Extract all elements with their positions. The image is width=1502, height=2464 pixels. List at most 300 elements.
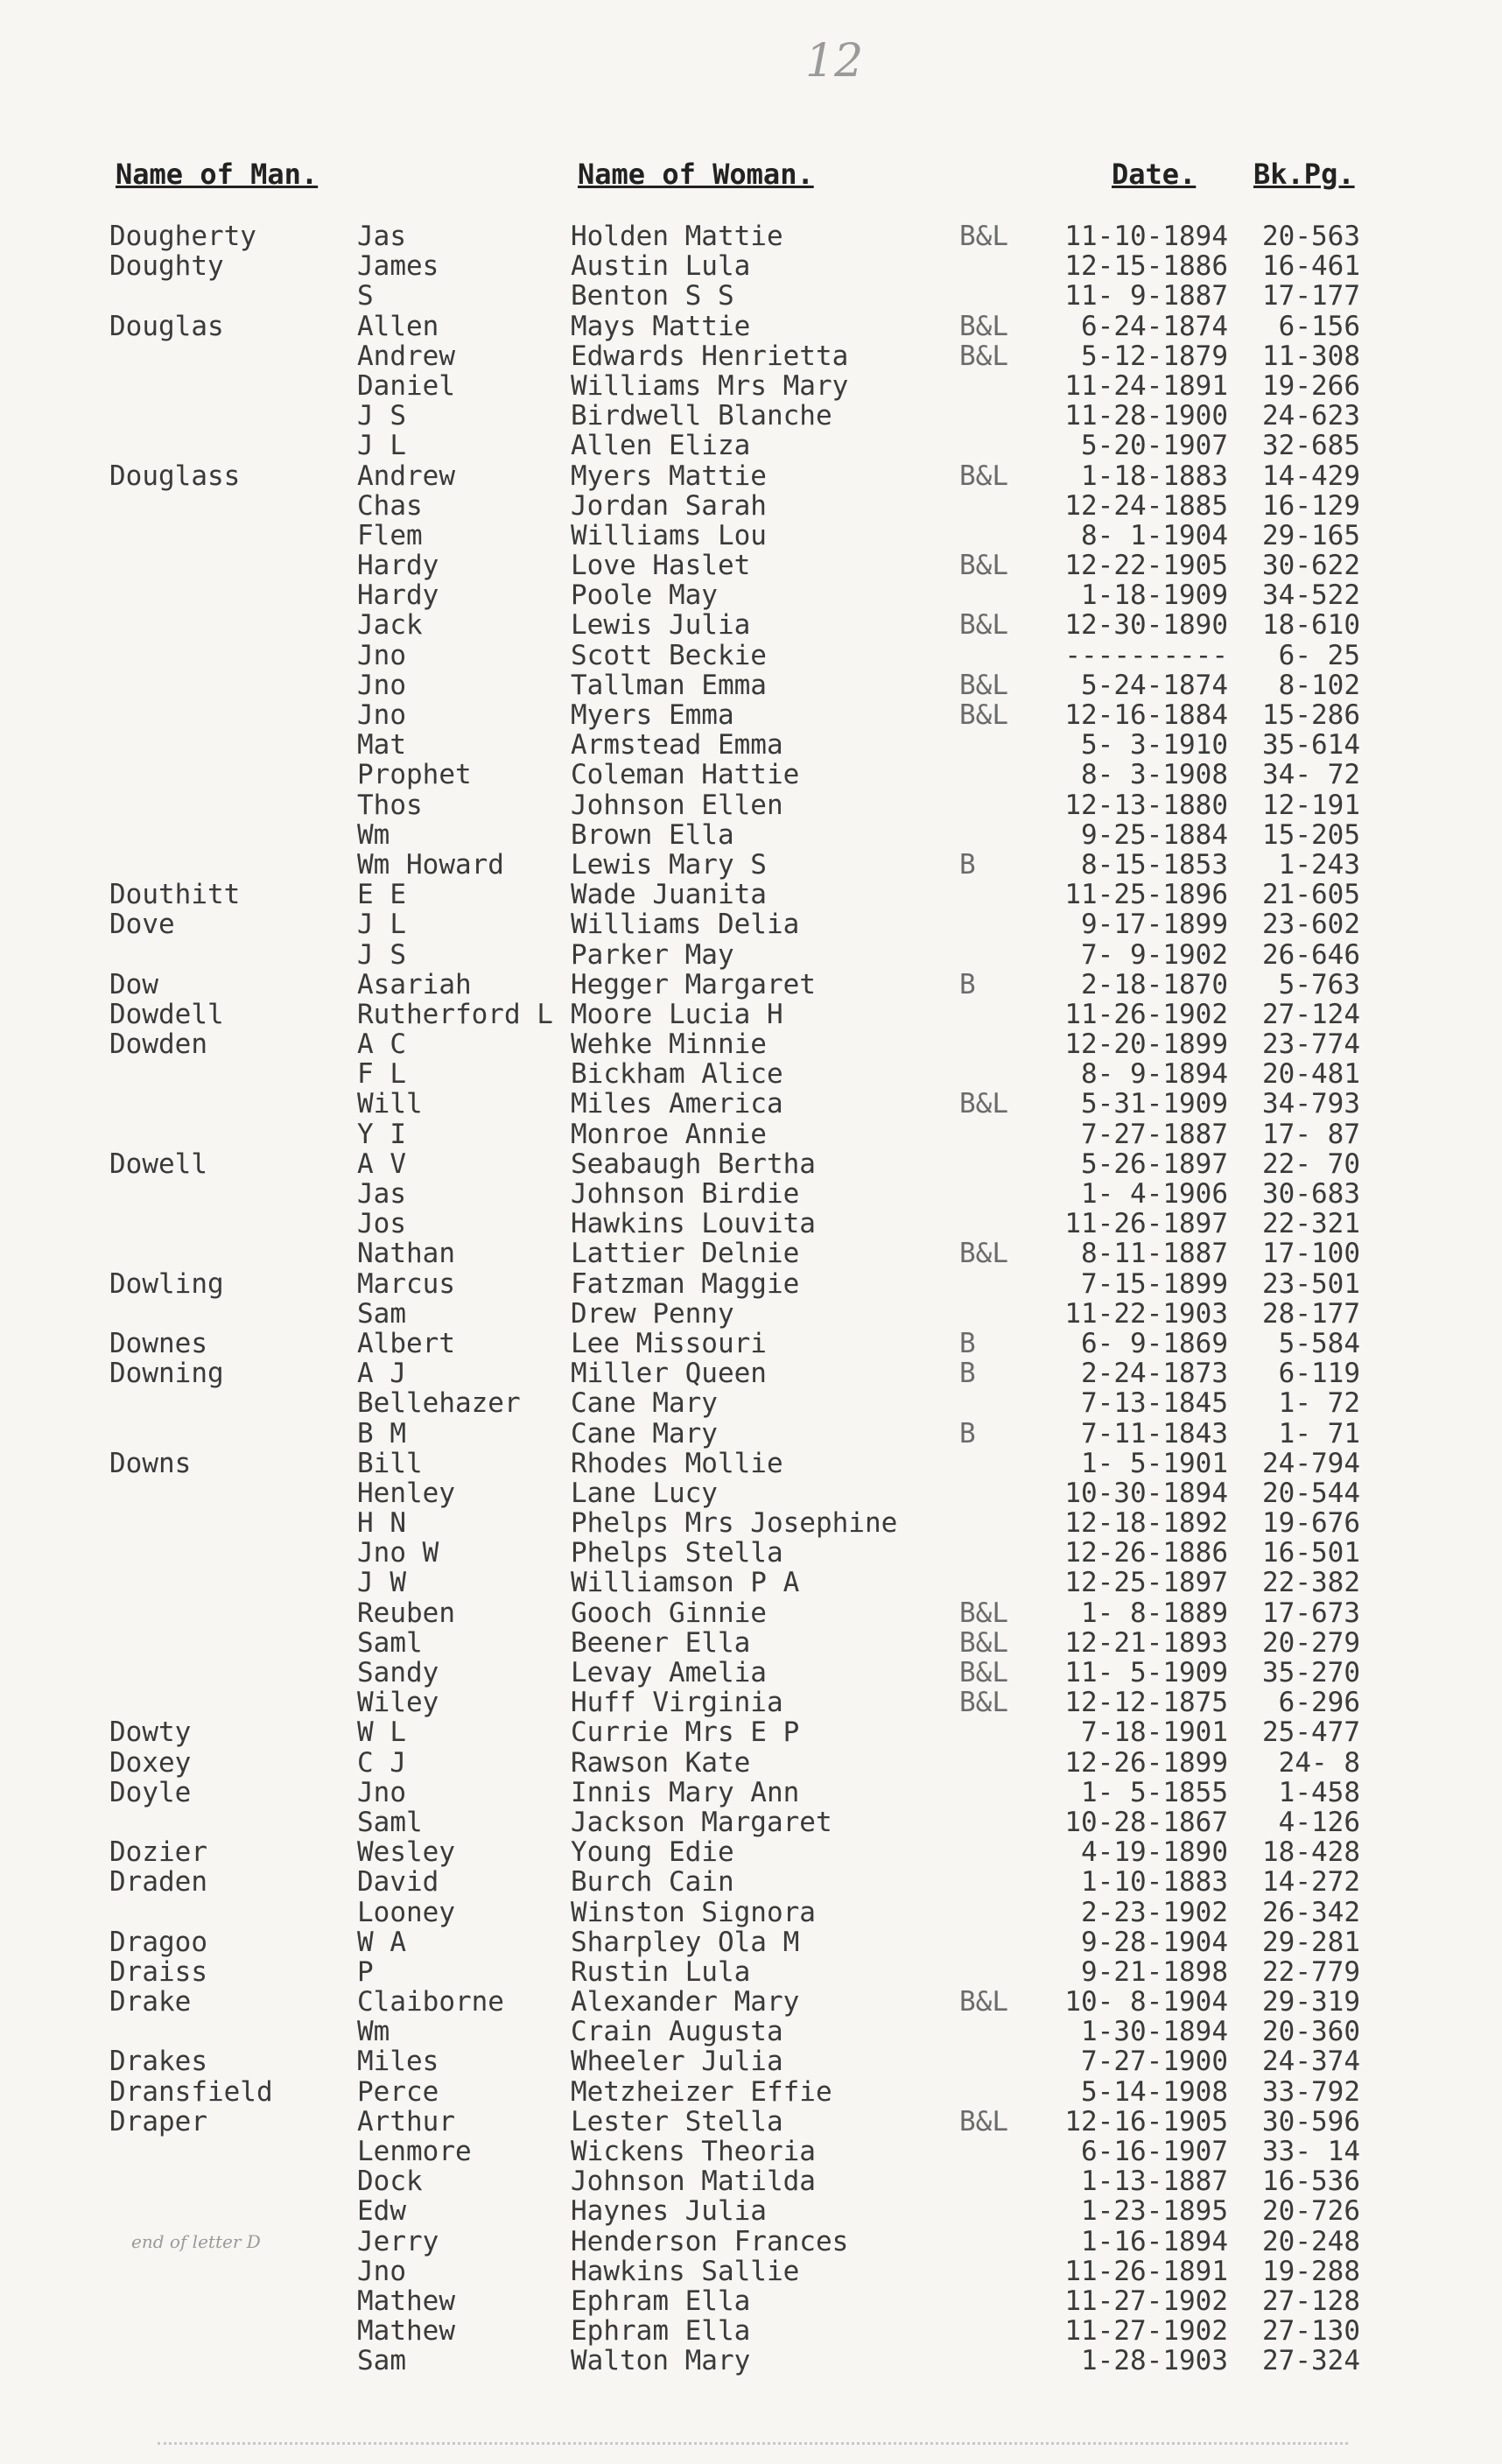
bride-name: Beener Ella (571, 1626, 751, 1659)
marriage-date: 12-16-1884 (1064, 699, 1228, 731)
bride-name: Williams Mrs Mary (571, 369, 849, 402)
record-row (0, 521, 1502, 551)
record-row (0, 1778, 1502, 1808)
groom-given-name: H N (357, 1507, 406, 1540)
bride-name: Hawkins Sallie (571, 2255, 800, 2287)
groom-given-name: Sam (357, 2345, 406, 2377)
groom-given-name: Jno (357, 2255, 406, 2287)
record-row (0, 1089, 1502, 1119)
groom-given-name: Arthur (357, 2105, 455, 2138)
marriage-date: 12-22-1905 (1064, 550, 1228, 582)
record-code: B (959, 968, 976, 1000)
record-row (0, 940, 1502, 970)
marriage-date: 1-13-1887 (1081, 2166, 1228, 2198)
record-row (0, 431, 1502, 460)
record-row (0, 760, 1502, 790)
record-row (0, 2346, 1502, 2376)
book-page: 19-266 (1262, 369, 1360, 402)
marriage-date: 10-28-1867 (1064, 1806, 1228, 1838)
record-row (0, 2137, 1502, 2166)
bride-name: Cane Mary (571, 1387, 718, 1420)
book-page: 24- 8 (1278, 1746, 1360, 1779)
groom-given-name: Wiley (357, 1687, 439, 1719)
record-row (0, 850, 1502, 880)
groom-given-name: Lenmore (357, 2136, 472, 2167)
book-page: 35-614 (1262, 729, 1360, 762)
header-book-page: Bk.Pg. (1253, 158, 1355, 191)
book-page: 16-129 (1262, 489, 1360, 522)
record-row (0, 641, 1502, 670)
groom-given-name: Dock (357, 2166, 423, 2198)
bride-name: Henderson Frances (571, 2225, 849, 2257)
groom-given-name: Jos (357, 1208, 406, 1240)
groom-given-name: Will (357, 1088, 423, 1120)
bride-name: Gooch Ginnie (571, 1597, 767, 1629)
record-row (0, 1927, 1502, 1957)
bride-name: Parker May (571, 938, 734, 971)
marriage-date: 1-23-1895 (1081, 2195, 1228, 2228)
marriage-date: 11-26-1891 (1064, 2255, 1228, 2287)
book-page: 17- 87 (1262, 1118, 1360, 1150)
bride-name: Miles America (571, 1088, 783, 1120)
record-code: B&L (959, 340, 1008, 372)
marriage-date: 5-24-1874 (1081, 669, 1228, 701)
record-row (0, 1059, 1502, 1089)
groom-surname: Dowling (109, 1267, 224, 1300)
record-code: B&L (959, 1088, 1008, 1120)
bride-name: Ephram Ella (571, 2285, 751, 2317)
marriage-date: 11-22-1903 (1064, 1297, 1228, 1330)
marriage-date: 9-28-1904 (1081, 1926, 1228, 1958)
groom-given-name: Reuben (357, 1597, 455, 1629)
marriage-date: 9-17-1899 (1081, 909, 1228, 941)
groom-surname: Douglass (109, 460, 241, 492)
book-page: 35-270 (1262, 1657, 1360, 1688)
record-code: B&L (959, 460, 1008, 492)
bride-name: Jackson Margaret (571, 1806, 832, 1838)
groom-given-name: F L (357, 1058, 406, 1091)
record-row (0, 730, 1502, 760)
groom-given-name: Asariah (357, 968, 472, 1000)
book-page: 29-319 (1262, 1986, 1360, 2018)
bride-name: Johnson Ellen (571, 789, 783, 821)
book-page: 1-243 (1278, 848, 1360, 881)
bride-name: Fatzman Maggie (571, 1267, 800, 1300)
record-code: B&L (959, 1597, 1008, 1629)
marriage-date: 5-31-1909 (1081, 1088, 1228, 1120)
groom-given-name: Mathew (357, 2285, 455, 2317)
record-row (0, 1120, 1502, 1149)
groom-surname: Draper (109, 2105, 207, 2138)
record-row (0, 1419, 1502, 1449)
groom-given-name: Jno (357, 669, 406, 701)
record-code: B (959, 1327, 976, 1359)
groom-given-name: A C (357, 1028, 406, 1061)
record-row (0, 670, 1502, 700)
record-row (0, 371, 1502, 401)
record-row (0, 1388, 1502, 1418)
record-row (0, 1149, 1502, 1179)
book-page: 24-794 (1262, 1447, 1360, 1479)
record-row (0, 1478, 1502, 1508)
record-code: B (959, 848, 976, 881)
book-page: 29-281 (1262, 1926, 1360, 1958)
bride-name: Williamson P A (571, 1567, 800, 1599)
groom-surname: Drake (109, 1986, 192, 2018)
bottom-divider (158, 2442, 1348, 2447)
book-page: 14-429 (1262, 460, 1360, 492)
groom-given-name: Bill (357, 1447, 423, 1479)
bride-name: Armstead Emma (571, 729, 783, 762)
book-page: 5-763 (1278, 968, 1360, 1000)
groom-given-name: Andrew (357, 460, 455, 492)
bride-name: Hawkins Louvita (571, 1208, 816, 1240)
record-row (0, 1837, 1502, 1867)
book-page: 12-191 (1262, 789, 1360, 821)
marriage-date: 1-28-1903 (1081, 2345, 1228, 2377)
book-page: 6- 25 (1278, 639, 1360, 671)
groom-given-name: Flem (357, 519, 423, 551)
bride-name: Tallman Emma (571, 669, 767, 701)
record-row (0, 1628, 1502, 1658)
record-row (0, 1658, 1502, 1688)
marriage-date: 1-10-1883 (1081, 1866, 1228, 1899)
marriage-date: 1-30-1894 (1081, 2016, 1228, 2048)
bride-name: Currie Mrs E P (571, 1716, 800, 1749)
record-row (0, 1000, 1502, 1029)
record-row (0, 1717, 1502, 1747)
marriage-date: 8-11-1887 (1081, 1238, 1228, 1270)
groom-surname: Doyle (109, 1776, 192, 1808)
groom-surname: Drakes (109, 2046, 207, 2078)
bride-name: Innis Mary Ann (571, 1776, 800, 1808)
groom-given-name: Mathew (357, 2315, 455, 2348)
marriage-date: 9-25-1884 (1081, 818, 1228, 851)
bride-name: Jordan Sarah (571, 489, 767, 522)
bride-name: Crain Augusta (571, 2016, 783, 2048)
groom-given-name: Jno (357, 699, 406, 731)
header-name-of-man: Name of Man. (116, 158, 319, 191)
bride-name: Edwards Henrietta (571, 340, 849, 372)
marriage-date: 12-12-1875 (1064, 1687, 1228, 1719)
groom-given-name: J W (357, 1567, 406, 1599)
groom-given-name: Jno (357, 1776, 406, 1808)
groom-given-name: A J (357, 1358, 406, 1390)
record-row (0, 2017, 1502, 2046)
groom-given-name: Hardy (357, 579, 439, 612)
book-page: 20-726 (1262, 2195, 1360, 2228)
groom-given-name: S (357, 280, 374, 312)
marriage-date: 8- 9-1894 (1081, 1058, 1228, 1091)
groom-given-name: Chas (357, 489, 423, 522)
marriage-date: 11-25-1896 (1064, 879, 1228, 911)
marriage-date: ---------- (1064, 639, 1228, 671)
bride-name: Holden Mattie (571, 221, 783, 252)
groom-surname: Dow (109, 968, 158, 1000)
record-code: B (959, 1358, 976, 1390)
groom-given-name: Saml (357, 1626, 423, 1659)
groom-given-name: Wm Howard (357, 848, 504, 881)
groom-given-name: P (357, 1955, 374, 1988)
bride-name: Brown Ella (571, 818, 734, 851)
marriage-date: 5-14-1908 (1081, 2075, 1228, 2108)
marriage-record-list (0, 221, 1502, 2376)
book-page: 22- 70 (1262, 1148, 1360, 1180)
marriage-date: 12-16-1905 (1064, 2105, 1228, 2138)
book-page: 23-602 (1262, 909, 1360, 941)
bride-name: Lattier Delnie (571, 1238, 800, 1270)
book-page: 18-428 (1262, 1836, 1360, 1869)
bride-name: Bickham Alice (571, 1058, 783, 1091)
bride-name: Wade Juanita (571, 879, 767, 911)
groom-given-name: Wm (357, 2016, 390, 2048)
groom-given-name: Henley (357, 1477, 455, 1509)
marriage-date: 7-15-1899 (1081, 1267, 1228, 1300)
marriage-date: 6-24-1874 (1081, 310, 1228, 342)
book-page: 23-501 (1262, 1267, 1360, 1300)
book-page: 8-102 (1278, 669, 1360, 701)
groom-given-name: A V (357, 1148, 406, 1180)
groom-surname: Doughty (109, 250, 224, 283)
book-page: 30-683 (1262, 1178, 1360, 1210)
marriage-date: 1- 5-1855 (1081, 1776, 1228, 1808)
record-row (0, 1898, 1502, 1927)
record-row (0, 1688, 1502, 1717)
groom-given-name: Jack (357, 609, 423, 642)
record-row (0, 1029, 1502, 1059)
record-code: B&L (959, 1657, 1008, 1688)
marriage-date: 11-26-1902 (1064, 998, 1228, 1030)
book-page: 19-676 (1262, 1507, 1360, 1540)
groom-given-name: Jno W (357, 1537, 439, 1569)
bride-name: Williams Delia (571, 909, 800, 941)
groom-given-name: Thos (357, 789, 423, 821)
bride-name: Monroe Annie (571, 1118, 767, 1150)
book-page: 24-374 (1262, 2046, 1360, 2078)
bride-name: Miller Queen (571, 1358, 767, 1390)
book-page: 14-272 (1262, 1866, 1360, 1899)
marriage-date: 1-16-1894 (1081, 2225, 1228, 2257)
record-row (0, 1329, 1502, 1358)
groom-given-name: Marcus (357, 1267, 455, 1300)
book-page: 27-324 (1262, 2345, 1360, 2377)
record-row (0, 2107, 1502, 2137)
marriage-date: 11- 9-1887 (1064, 280, 1228, 312)
record-code: B&L (959, 1986, 1008, 2018)
groom-given-name: Jas (357, 1178, 406, 1210)
record-row (0, 580, 1502, 610)
bride-name: Huff Virginia (571, 1687, 783, 1719)
record-row (0, 610, 1502, 640)
book-page: 20-481 (1262, 1058, 1360, 1091)
bride-name: Allen Eliza (571, 430, 751, 462)
groom-given-name: Mat (357, 729, 406, 762)
book-page: 28-177 (1262, 1297, 1360, 1330)
groom-given-name: Rutherford L (357, 998, 553, 1030)
marriage-date: 11-24-1891 (1064, 369, 1228, 402)
marriage-date: 8-15-1853 (1081, 848, 1228, 881)
record-code: B&L (959, 2105, 1008, 2138)
record-row (0, 1449, 1502, 1478)
bride-name: Birdwell Blanche (571, 400, 832, 432)
bride-name: Benton S S (571, 280, 734, 312)
record-code: B&L (959, 1626, 1008, 1659)
header-name-of-woman: Name of Woman. (578, 158, 814, 191)
marriage-date: 12-18-1892 (1064, 1507, 1228, 1540)
marriage-date: 12-20-1899 (1064, 1028, 1228, 1061)
bride-name: Williams Lou (571, 519, 767, 551)
book-page: 21-605 (1262, 879, 1360, 911)
record-row (0, 1269, 1502, 1299)
groom-surname: Dozier (109, 1836, 207, 1869)
bride-name: Cane Mary (571, 1417, 718, 1450)
groom-surname: Douglas (109, 310, 224, 342)
bride-name: Johnson Birdie (571, 1178, 800, 1210)
groom-surname: Dowden (109, 1028, 207, 1061)
groom-surname: Douthitt (109, 879, 241, 911)
marriage-date: 7-27-1900 (1081, 2046, 1228, 2078)
groom-given-name: E E (357, 879, 406, 911)
record-row (0, 700, 1502, 730)
bride-name: Love Haslet (571, 550, 751, 582)
record-code: B&L (959, 221, 1008, 252)
book-page: 33-792 (1262, 2075, 1360, 2108)
book-page: 25-477 (1262, 1716, 1360, 1749)
marriage-date: 11- 5-1909 (1064, 1657, 1228, 1688)
book-page: 22-382 (1262, 1567, 1360, 1599)
record-code: B&L (959, 609, 1008, 642)
record-row (0, 312, 1502, 341)
groom-given-name: J S (357, 400, 406, 432)
groom-surname: Dowty (109, 1716, 192, 1749)
record-row (0, 2316, 1502, 2346)
bride-name: Hegger Margaret (571, 968, 816, 1000)
bride-name: Austin Lula (571, 250, 751, 283)
book-page: 33- 14 (1262, 2136, 1360, 2167)
book-page: 6-156 (1278, 310, 1360, 342)
bride-name: Young Edie (571, 1836, 734, 1869)
bride-name: Johnson Matilda (571, 2166, 816, 2198)
groom-given-name: Y I (357, 1118, 406, 1150)
book-page: 5-584 (1278, 1327, 1360, 1359)
groom-given-name: Jno (357, 639, 406, 671)
marriage-date: 1- 4-1906 (1081, 1178, 1228, 1210)
marriage-date: 6-16-1907 (1081, 2136, 1228, 2167)
record-row (0, 401, 1502, 431)
groom-given-name: J L (357, 909, 406, 941)
marriage-date: 12-21-1893 (1064, 1626, 1228, 1659)
bride-name: Burch Cain (571, 1866, 734, 1899)
record-row (0, 2077, 1502, 2107)
book-page: 16-461 (1262, 250, 1360, 283)
bride-name: Alexander Mary (571, 1986, 800, 2018)
book-page: 27-130 (1262, 2315, 1360, 2348)
groom-surname: Dowell (109, 1148, 207, 1180)
marriage-date: 10- 8-1904 (1064, 1986, 1228, 2018)
bride-name: Lewis Julia (571, 609, 751, 642)
groom-given-name: C J (357, 1746, 406, 1779)
bride-name: Phelps Stella (571, 1537, 783, 1569)
bride-name: Winston Signora (571, 1896, 816, 1928)
record-row (0, 1538, 1502, 1568)
marriage-date: 11-28-1900 (1064, 400, 1228, 432)
book-page: 15-205 (1262, 818, 1360, 851)
book-page: 6-119 (1278, 1358, 1360, 1390)
marriage-date: 10-30-1894 (1064, 1477, 1228, 1509)
marriage-date: 12-26-1886 (1064, 1537, 1228, 1569)
record-row (0, 970, 1502, 1000)
book-page: 4-126 (1278, 1806, 1360, 1838)
record-row (0, 1808, 1502, 1837)
groom-given-name: Wm (357, 818, 390, 851)
book-page: 16-501 (1262, 1537, 1360, 1569)
marriage-date: 7-13-1845 (1081, 1387, 1228, 1420)
marriage-date: 12-13-1880 (1064, 789, 1228, 821)
marriage-date: 2-24-1873 (1081, 1358, 1228, 1390)
marriage-date: 8- 3-1908 (1081, 759, 1228, 791)
record-row (0, 551, 1502, 580)
groom-given-name: Perce (357, 2075, 439, 2108)
groom-surname: Dransfield (109, 2075, 273, 2108)
record-code: B&L (959, 550, 1008, 582)
record-row (0, 1358, 1502, 1388)
bride-name: Levay Amelia (571, 1657, 767, 1688)
book-page: 22-321 (1262, 1208, 1360, 1240)
groom-given-name: Jas (357, 221, 406, 252)
bride-name: Phelps Mrs Josephine (571, 1507, 898, 1540)
record-code: B&L (959, 1238, 1008, 1270)
marriage-date: 5-20-1907 (1081, 430, 1228, 462)
record-row (0, 491, 1502, 521)
record-row (0, 880, 1502, 909)
bride-name: Lane Lucy (571, 1477, 718, 1509)
book-page: 17-177 (1262, 280, 1360, 312)
bride-name: Rhodes Mollie (571, 1447, 783, 1479)
groom-given-name: Looney (357, 1896, 455, 1928)
marriage-date: 7- 9-1902 (1081, 938, 1228, 971)
marriage-date: 9-21-1898 (1081, 1955, 1228, 1988)
page-number: 12 (805, 35, 864, 88)
groom-given-name: Nathan (357, 1238, 455, 1270)
marriage-date: 5-12-1879 (1081, 340, 1228, 372)
bride-name: Sharpley Ola M (571, 1926, 800, 1958)
marriage-date: 1- 5-1901 (1081, 1447, 1228, 1479)
groom-given-name: Miles (357, 2046, 439, 2078)
book-page: 26-342 (1262, 1896, 1360, 1928)
book-page: 16-536 (1262, 2166, 1360, 2198)
groom-given-name: Hardy (357, 550, 439, 582)
bride-name: Scott Beckie (571, 639, 767, 671)
book-page: 30-622 (1262, 550, 1360, 582)
record-row (0, 1987, 1502, 2017)
groom-surname: Dragoo (109, 1926, 207, 1958)
marriage-date: 8- 1-1904 (1081, 519, 1228, 551)
marriage-date: 7-11-1843 (1081, 1417, 1228, 1450)
record-row (0, 1568, 1502, 1597)
marriage-date: 1-18-1883 (1081, 460, 1228, 492)
groom-given-name: Sandy (357, 1657, 439, 1688)
marriage-date: 12-30-1890 (1064, 609, 1228, 642)
book-page: 23-774 (1262, 1028, 1360, 1061)
book-page: 34-793 (1262, 1088, 1360, 1120)
groom-surname: Dougherty (109, 221, 256, 252)
groom-given-name: Allen (357, 310, 439, 342)
marriage-date: 1- 8-1889 (1081, 1597, 1228, 1629)
record-code: B&L (959, 669, 1008, 701)
groom-surname: Downs (109, 1447, 192, 1479)
record-row (0, 1239, 1502, 1268)
bride-name: Moore Lucia H (571, 998, 783, 1030)
